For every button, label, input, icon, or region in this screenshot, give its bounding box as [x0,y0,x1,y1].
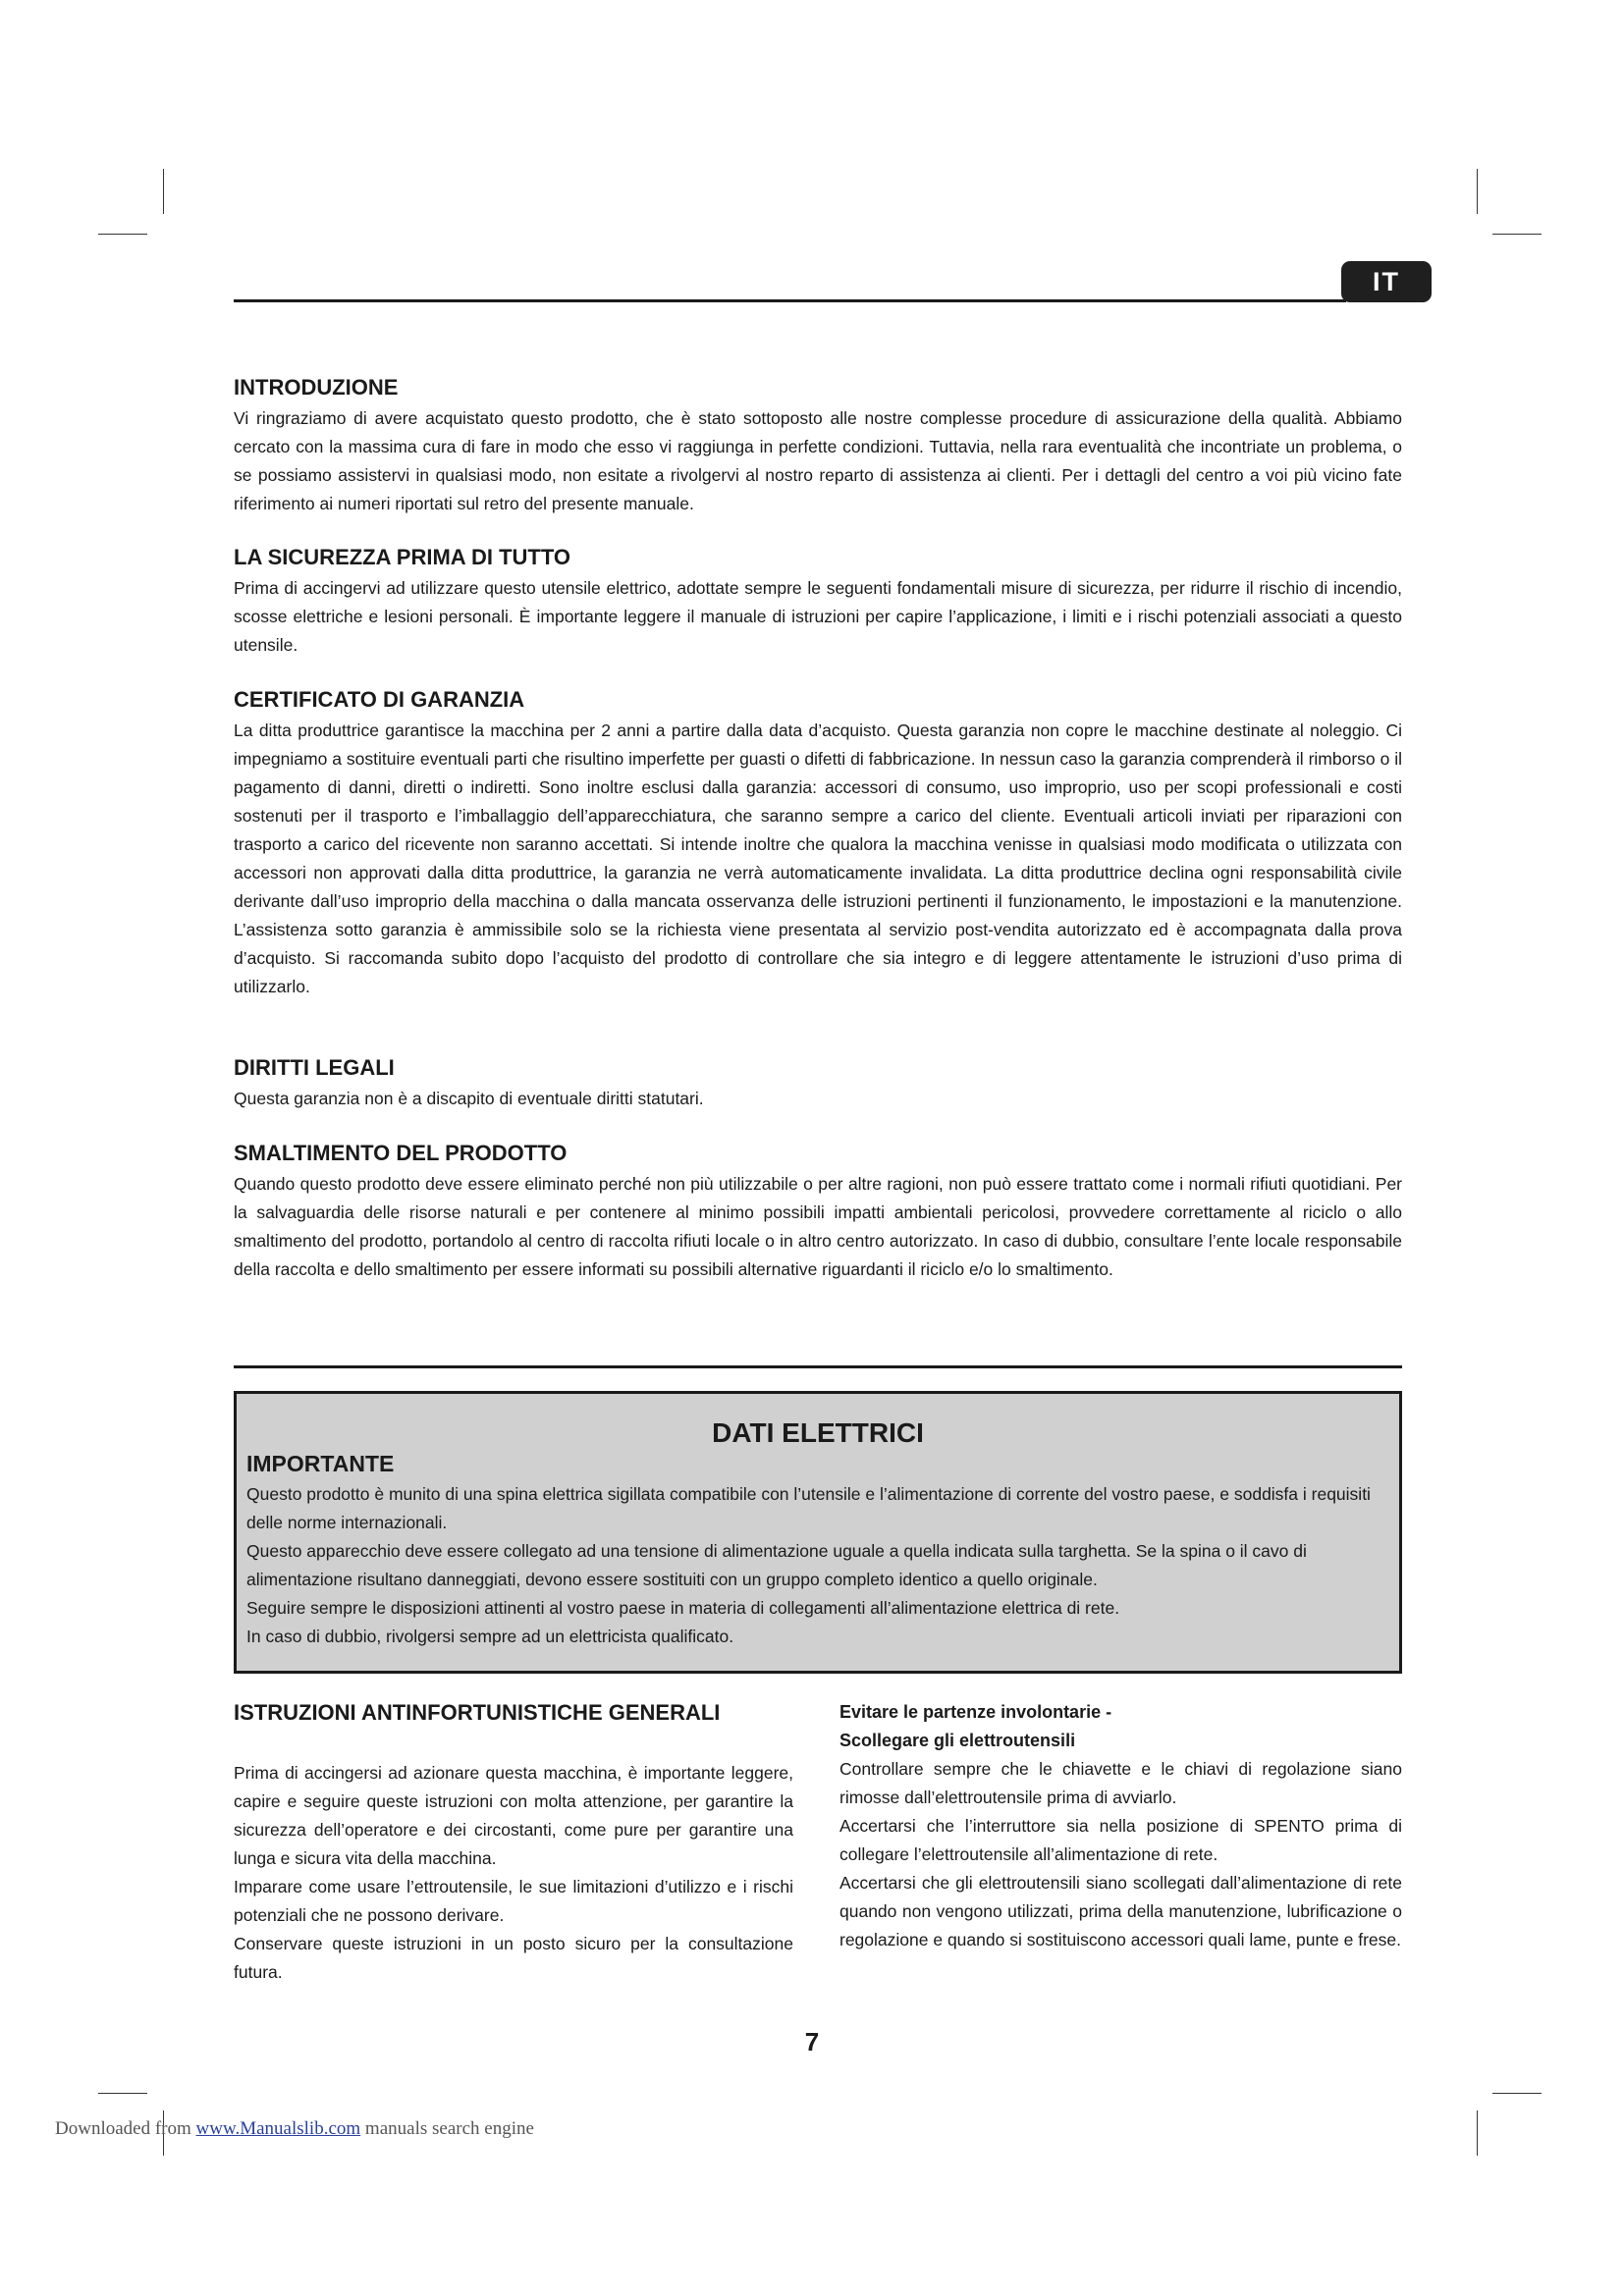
crop-mark [1492,234,1542,235]
electrical-subtitle: IMPORTANTE [246,1451,395,1476]
section-introduzione [234,373,1402,518]
section-title: INTRODUZIONE [234,375,399,400]
section-diritti [234,1053,1402,1113]
electrical-body [246,1480,1385,1651]
page-number: 7 [804,2027,820,2056]
section-divider [234,1365,1402,1368]
language-badge: IT [1341,261,1432,302]
unintended-start-paragraph: Accertarsi che l’interruttore sia nella posizione di SPENTO prima di collegare l’elettroutensile all’alimentazione di rete. [839,1816,1402,1864]
general-safety-paragraph: Prima di accingersi ad azionare questa macchina, è importante leggere, capire e seguire queste istruzioni con molta attenzione, per garantire la sicurezza dell’operatore e dei circostanti, come pure per garantire una lunga e sicura vita della macchina. [234,1763,793,1868]
general-safety-paragraph: Conservare queste istruzioni in un posto sicuro per la consultazione futura. [234,1934,793,1982]
unintended-start-subtitle: Scollegare gli elettroutensili [839,1731,1076,1750]
unintended-start-paragraph: Accertarsi che gli elettroutensili siano scollegati dall’alimentazione di rete quando non vengono utilizzati, prima della manutenzione, lubrificazione o regolazione e quando si sostituiscono accessori quali lame, punte e frese. [839,1873,1402,1949]
header-rule [234,299,1346,302]
crop-mark [1477,169,1478,214]
footer-prefix: Downloaded from [55,2118,191,2139]
crop-mark [163,169,164,214]
section-smaltimento [234,1139,1402,1284]
electrical-data-box [234,1391,1402,1674]
section-sicurezza [234,543,1402,660]
section-title: DIRITTI LEGALI [234,1055,395,1080]
section-title: CERTIFICATO DI GARANZIA [234,687,525,712]
section-title: SMALTIMENTO DEL PRODOTTO [234,1141,568,1165]
electrical-paragraph: Questo apparecchio deve essere collegato ad una tensione di alimentazione uguale a quella indicata sulla targhetta. Se la spina o il cavo di alimentazione risultano danneggiati, devono essere sostituiti con un gruppo completo identico a quello originale. [246,1541,1307,1589]
footer-suffix: manuals search engine [364,2118,534,2139]
general-safety-column [234,1698,793,1987]
crop-mark [98,2093,147,2094]
manualslib-link[interactable]: www.Manualslib.com [195,2118,361,2139]
electrical-title: DATI ELETTRICI [712,1417,924,1448]
section-body: Questa garanzia non è a discapito di eventuale diritti statutari. [234,1089,704,1108]
electrical-paragraph: Questo prodotto è munito di una spina elettrica sigillata compatibile con l’utensile e l’alimentazione di corrente del vostro paese, e soddisfa i requisiti delle norme internazionali. [246,1484,1371,1532]
unintended-start-paragraph: Controllare sempre che le chiavette e le chiavi di regolazione siano rimosse dall’elettroutensile prima di avviarlo. [839,1759,1402,1807]
electrical-paragraph: Seguire sempre le disposizioni attinenti al vostro paese in materia di collegamenti all’alimentazione elettrica di rete. [246,1598,1120,1618]
crop-mark [1492,2093,1542,2094]
general-safety-title: ISTRUZIONI ANTINFORTUNISTICHE GENERALI [234,1700,721,1725]
section-body: Prima di accingervi ad utilizzare questo utensile elettrico, adottate sempre le seguenti fondamentali misure di sicurezza, per ridurre il rischio di incendio, scosse elettriche e lesioni personali. È importante leggere il manuale di istruzioni per capire l’applicazione, i limiti e i rischi potenziali associati a questo utensile. [234,578,1402,655]
crop-mark [98,234,147,235]
unintended-start-subtitle: Evitare le partenze involontarie - [839,1702,1112,1722]
download-footer [55,2118,534,2140]
section-garanzia [234,685,1402,1001]
electrical-paragraph: In caso di dubbio, rivolgersi sempre ad un elettricista qualificato. [246,1627,734,1646]
section-title: LA SICUREZZA PRIMA DI TUTTO [234,545,571,569]
general-safety-paragraph: Imparare come usare l’ettroutensile, le sue limitazioni d’utilizzo e i rischi potenziali che ne possono derivare. [234,1877,793,1925]
unintended-start-column [839,1698,1402,1954]
crop-mark [1477,2110,1478,2156]
section-body: Vi ringraziamo di avere acquistato questo prodotto, che è stato sottoposto alle nostre complesse procedure di assicurazione della qualità. Abbiamo cercato con la massima cura di fare in modo che esso vi raggiunga in perfette condizioni. Tuttavia, nella rara eventualità che incontriate un problema, o se possiamo assistervi in qualsiasi modo, non esitate a rivolgervi al nostro reparto di assistenza ai clienti. Per i dettagli del centro a voi più vicino fate riferimento ai numeri riportati sul retro del presente manuale. [234,408,1402,513]
section-body: Quando questo prodotto deve essere eliminato perché non più utilizzabile o per altre ragioni, non può essere trattato come i normali rifiuti quotidiani. Per la salvaguardia delle risorse naturali e per contenere al minimo possibili impatti ambientali pericolosi, provvedere correttamente al riciclo o allo smaltimento del prodotto, portandolo al centro di raccolta rifiuti locale o in altro centro autorizzato. In caso di dubbio, consultare l’ente locale responsabile della raccolta e dello smaltimento per essere informati su possibili alternative riguardanti il riciclo e/o lo smaltimento. [234,1174,1402,1279]
section-body: La ditta produttrice garantisce la macchina per 2 anni a partire dalla data d’acquisto. Questa garanzia non copre le macchine destinate al noleggio. Ci impegniamo a sostituire eventuali parti che risultino imperfette per guasti o difetti di fabbricazione. In nessun caso la garanzia comprenderà il rimborso o il pagamento di danni, diretti o indiretti. Sono inoltre esclusi dalla garanzia: accessori di consumo, uso improprio, uso per scopi professionali e costi sostenuti per il trasporto e l’imballaggio dell’apparecchiatura, che saranno sempre a carico del cliente. Eventuali articoli inviati per riparazioni con trasporto a carico del ricevente non saranno accettati. Si intende inoltre che qualora la macchina venisse in qualsiasi modo modificata o utilizzata con accessori non approvati dalla ditta produttrice, la garanzia ne verrà automaticamente invalidata. La ditta produttrice declina ogni responsabilità civile derivante dall’uso improprio della macchina o dalla mancata osservanza delle istruzioni pertinenti il funzionamento, le impostazioni e la manutenzione. L’assistenza sotto garanzia è ammissibile solo se la richiesta viene presentata al servizio post-vendita autorizzato ed è accompagnata dalla prova d’acquisto. Si raccomanda subito dopo l’acquisto del prodotto di controllare che sia integro e di leggere attentamente le istruzioni d’uso prima di utilizzarlo. [234,721,1402,996]
